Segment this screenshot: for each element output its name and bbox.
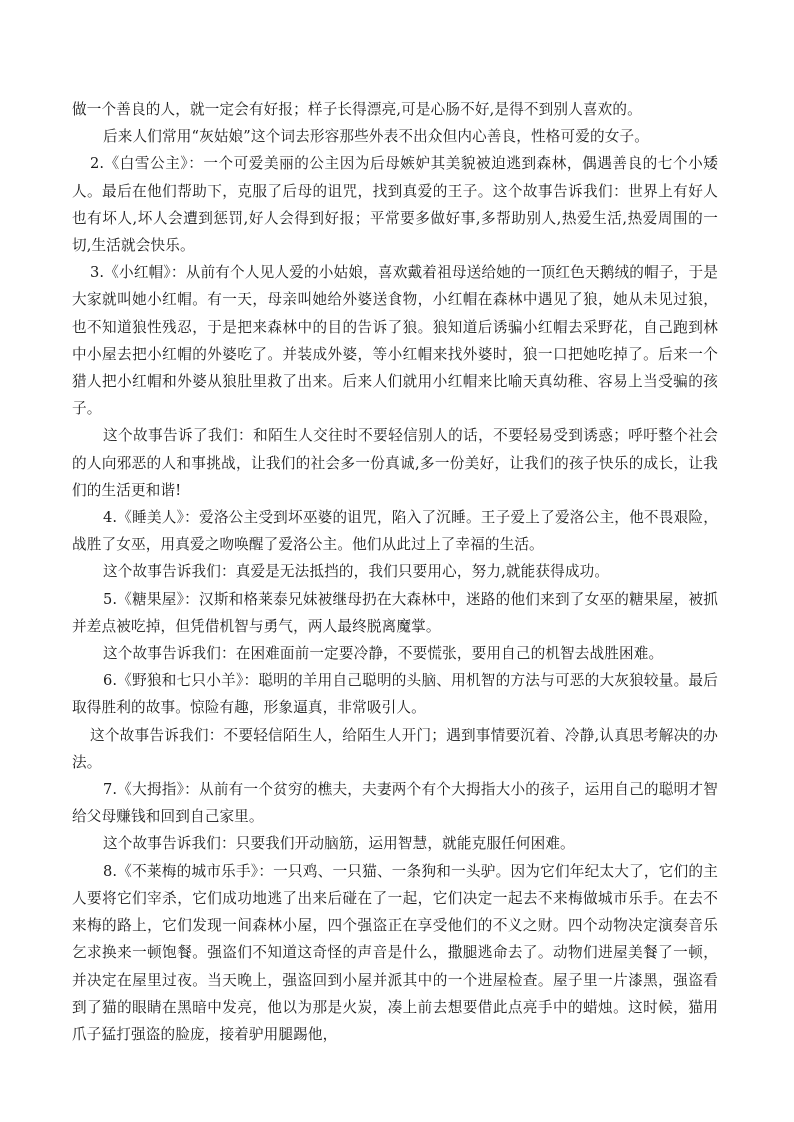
document-page (72, 96, 718, 1048)
paragraph-snow-white: 2.《白雪公主》：一个可爱美丽的公主因为后母嫉妒其美貌被迫逃到森林，偶遇善良的七个小矮人。最后在他们帮助下，克服了后母的诅咒，找到真爱的王子。这个故事告诉我们：世界上有好人也有坏人,坏人会遭到惩罚,好人会得到好报；平常要多做好事,多帮助别人,热爱生活,热爱周围的一切,生活就会快乐。 (72, 155, 718, 255)
paragraph-sleeping-beauty: 4.《睡美人》：爱洛公主受到坏巫婆的诅咒，陷入了沉睡。王子爱上了爱洛公主，他不畏艰险，战胜了女巫，用真爱之吻唤醒了爱洛公主。他们从此过上了幸福的生活。 (72, 509, 718, 554)
paragraph-continuation: 做一个善良的人，就一定会有好报；样子长得漂亮,可是心肠不好,是得不到别人喜欢的。 (72, 101, 642, 118)
paragraph-candy-house: 5.《糖果屋》：汉斯和格莱泰兄妹被继母扔在大森林中，迷路的他们来到了女巫的糖果屋，被抓并差点被吃掉，但凭借机智与勇气，两人最终脱离魔掌。 (72, 590, 718, 635)
paragraph-bremen-musicians: 8.《不莱梅的城市乐手》：一只鸡、一只猫、一条狗和一头驴。因为它们年纪太大了，它们的主人要将它们宰杀，它们成功地逃了出来后碰在了一起，它们决定一起去不来梅做城市乐手。在去不来梅的路上，它们发现一间森林小屋，四个强盗正在享受他们的不义之财。四个动物决定演奏音乐乞求换来一顿饱餐。强盗们不知道这奇怪的声音是什么，撒腿逃命去了。动物们进屋美餐了一顿，并决定在屋里过夜。当天晚上，强盗回到小屋并派其中的一个进屋检查。屋子里一片漆黑，强盗看到了猫的眼睛在黑暗中发亮，他以为那是火炭，凑上前去想要借此点亮手中的蜡烛。这时候，猫用爪子猛打强盗的脸庞，接着驴用腿踢他， (72, 862, 718, 1043)
paragraph-sleeping-beauty-moral: 这个故事告诉我们：真爱是无法抵挡的，我们只要用心，努力,就能获得成功。 (103, 563, 610, 581)
paragraph-little-red-riding-hood: 3.《小红帽》：从前有个人见人爱的小姑娘，喜欢戴着祖母送给她的一顶红色天鹅绒的帽子，于是大家就叫她小红帽。有一天，母亲叫她给外婆送食物，小红帽在森林中遇见了狼，她从未见过狼，也不知道狼性残忍，于是把来森林中的目的告诉了狼。狼知道后诱骗小红帽去采野花，自己跑到林中小屋去把小红帽的外婆吃了。并装成外婆，等小红帽来找外婆时，狼一口把她吃掉了。后来一个猎人把小红帽和外婆从狼肚里救了出来。后来人们就用小红帽来比喻天真幼稚、容易上当受骗的孩子。 (72, 264, 718, 418)
paragraph-candy-house-moral: 这个故事告诉我们：在困难面前一定要冷静，不要慌张，要用自己的机智去战胜困难。 (103, 645, 664, 663)
paragraph-wolf-moral: 这个故事告诉我们：不要轻信陌生人，给陌生人开门；遇到事情要沉着、冷静,认真思考解决的办法。 (72, 726, 718, 771)
paragraph-wolf-and-seven-goats: 6.《野狼和七只小羊》：聪明的羊用自己聪明的头脑、用机智的方法与可恶的大灰狼较量。最后取得胜利的故事。惊险有趣，形象逼真，非常吸引人。 (72, 672, 718, 717)
paragraph-red-riding-hood-moral: 这个故事告诉了我们：和陌生人交往时不要轻信别人的话，不要轻易受到诱惑；呼吁整个社会的人向邪恶的人和事挑战，让我们的社会多一份真诚,多一份美好，让我们的孩子快乐的成长，让我们的生活更和谐! (72, 427, 718, 499)
paragraph-cinderella-note: 后来人们常用“灰姑娘”这个词去形容那些外表不出众但内心善良，性格可爱的女子。 (103, 128, 649, 146)
paragraph-tom-thumb-moral: 这个故事告诉我们：只要我们开动脑筋，运用智慧，就能克服任何困难。 (103, 835, 575, 853)
paragraph-tom-thumb: 7.《大拇指》：从前有一个贫穷的樵夫，夫妻两个有个大拇指大小的孩子，运用自己的聪明才智给父母赚钱和回到自己家里。 (72, 781, 718, 826)
